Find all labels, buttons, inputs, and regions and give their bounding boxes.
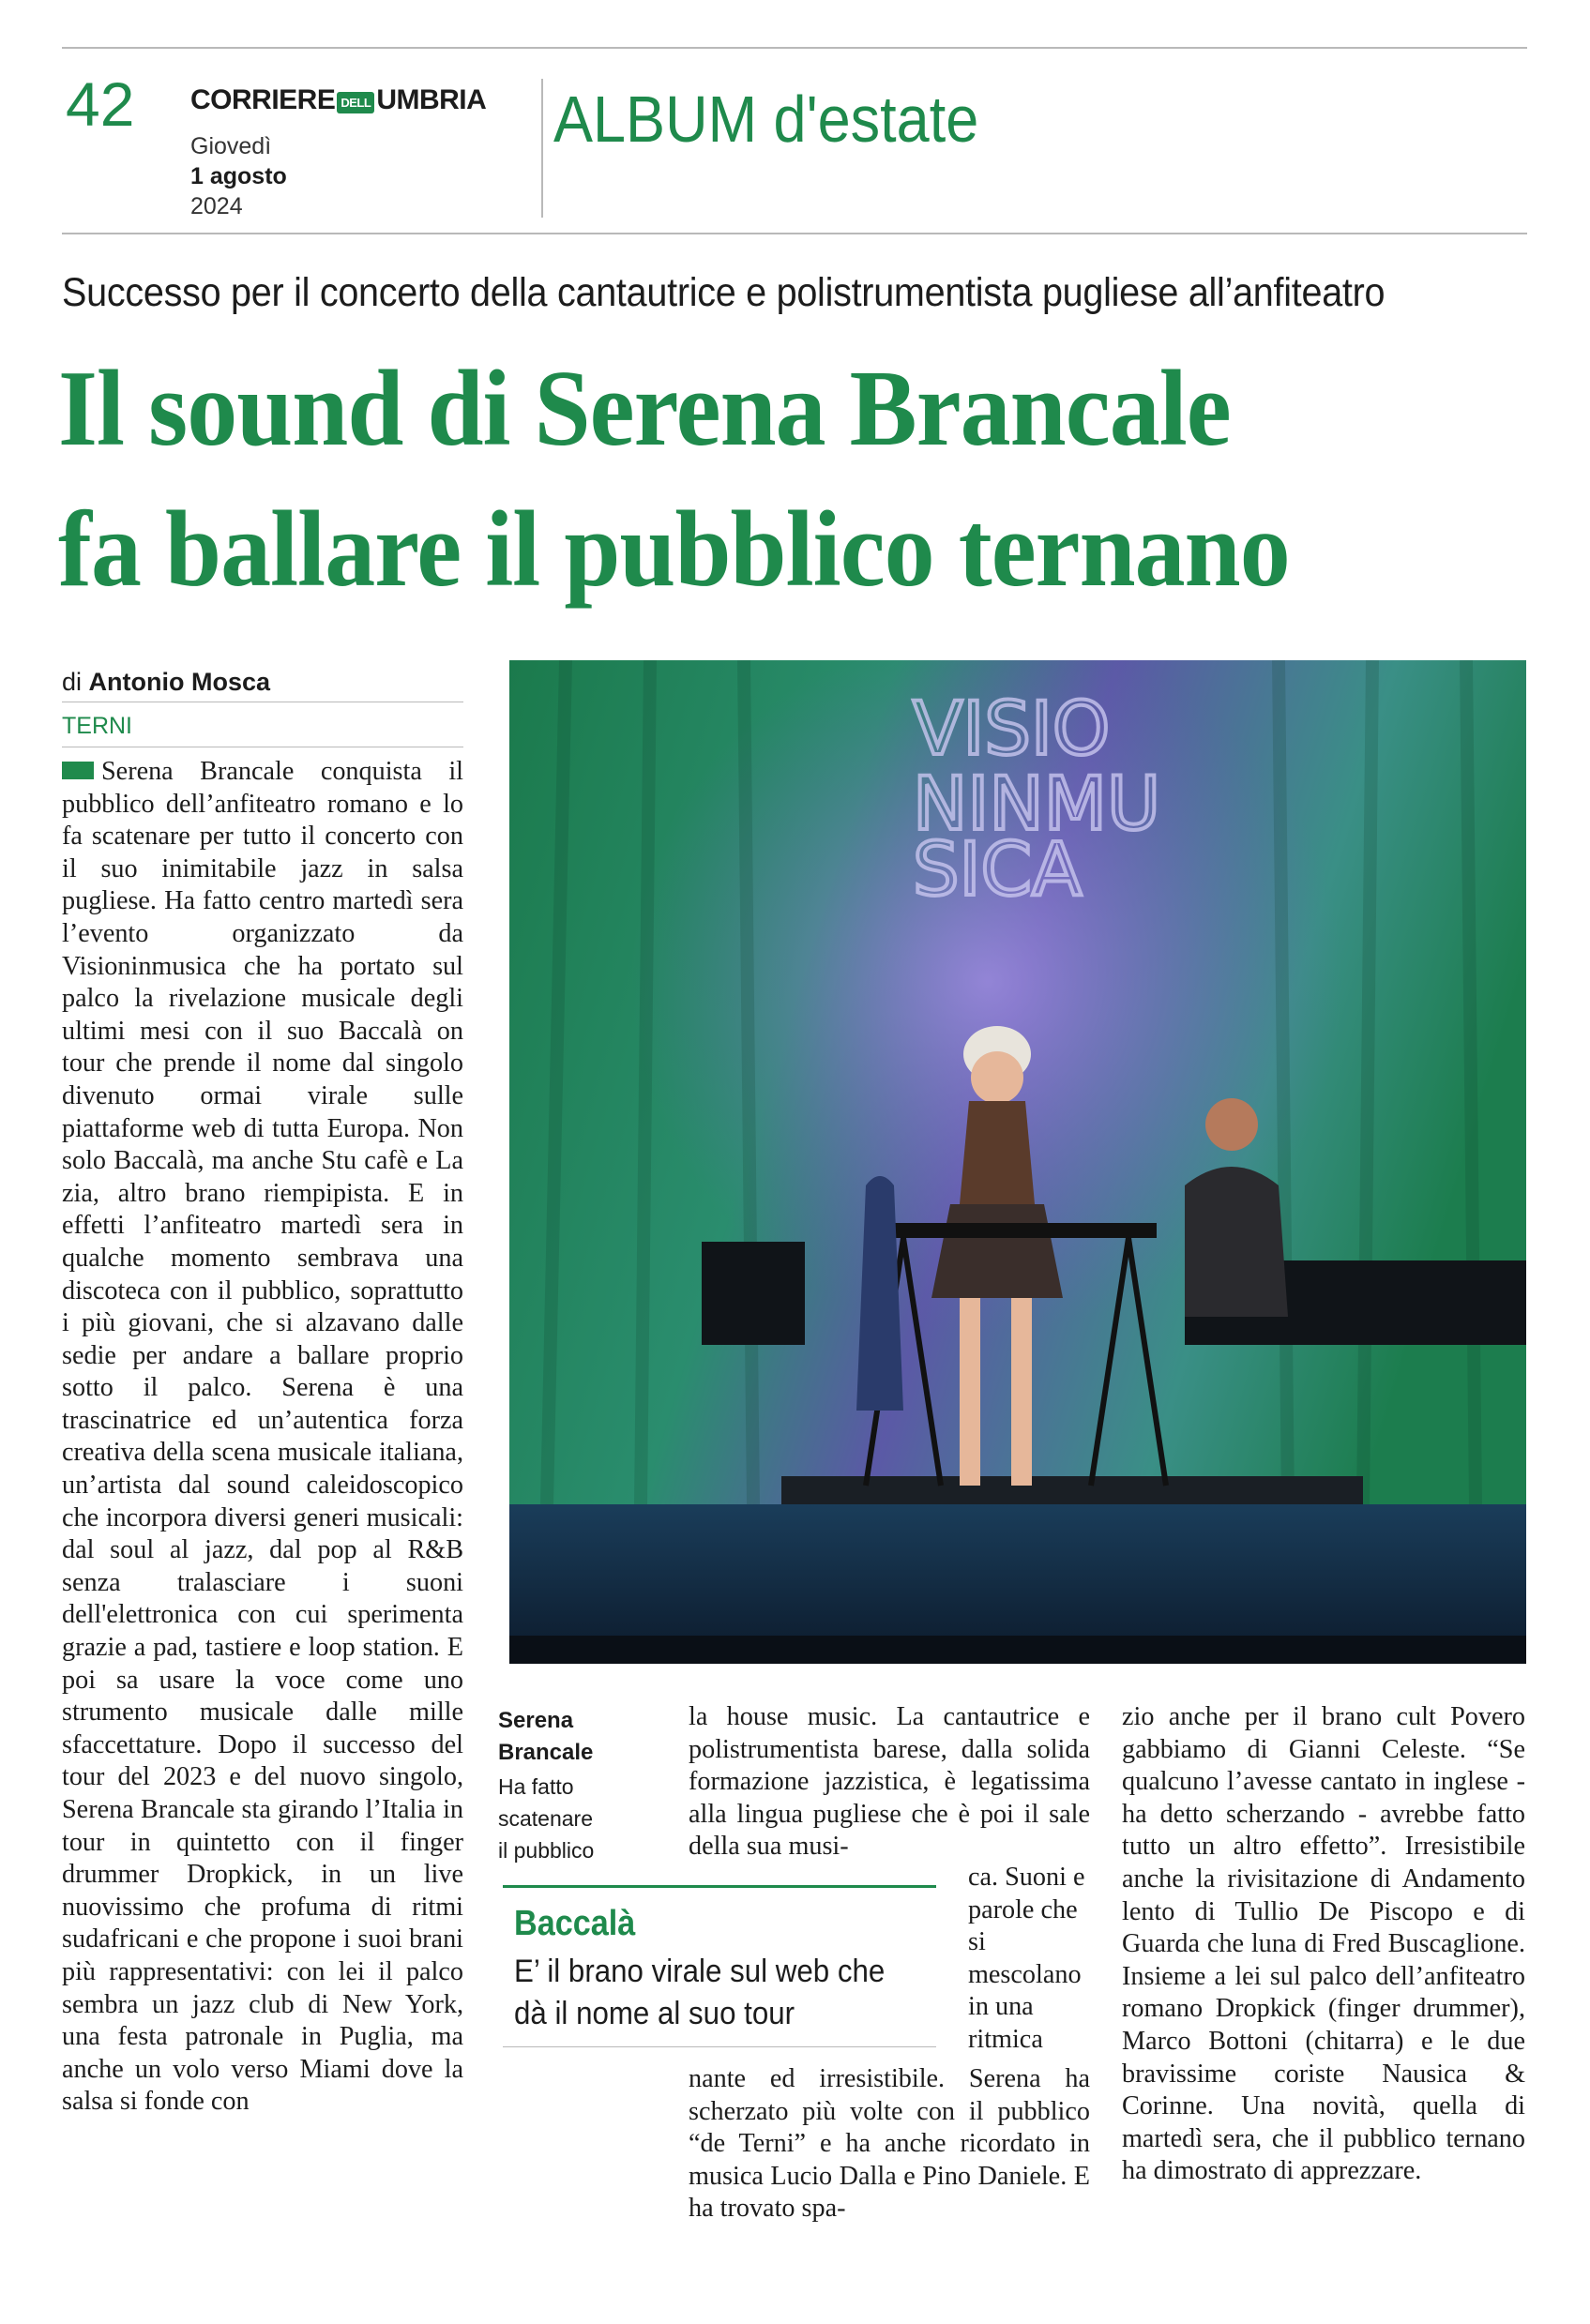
- backdrop-text-2: NINMU: [913, 762, 1161, 847]
- article-kicker: Successo per il concerto della cantautrice e polistrumentista pugliese all’anfiteatro: [62, 270, 1386, 315]
- box-title: Baccalà: [514, 1904, 636, 1943]
- dateline-place: TERNI: [62, 713, 132, 739]
- logo-badge: DELL: [337, 92, 374, 113]
- article-column-1-text: Serena Brancale conquista il pubblico dell’anfiteatro romano e lo fa scatenare per tutto il concerto con il suo inimitabile jazz in salsa pugliese. Ha fatto centro martedì sera l’evento organizzato da Visioninmusica che ha portato sul palco la rivelazione musicale degli ultimi mesi con il suo Baccalà on tour che prende il nome dal singolo divenuto ormai virale sulle piattaforme web di tutta Europa. Non solo Baccalà, ma anche Stu cafè e La zia, altro brano riempipista. E in effetti l’anfiteatro martedì sera in qualche momento sembrava una discoteca con il pubblico, soprattutto i più giovani, che si alzavano dalle sedie per andare a ballare proprio sotto il palco. Serena è una trascinatrice ed un’autentica forza creativa della scena musicale italiana, un’artista dal sound caleidoscopico che incorpora diversi generi musicali: dal soul al jazz, dal pop al R&B senza tralasciare i suoni dell'elettronica con cui sperimenta grazie a pad, tastiere e loop station. E poi sa usare la voce come uno strumento musicale dalle mille sfaccettature. Dopo il successo del tour del 2023 e del nuovo singolo, Serena Brancale sta girando l’Italia in tour in quintetto con il finger drummer Dropkick, in un live nuovissimo che profuma di ritmi sudafricani e che propone i suoi brani più rappresentativi: con lei il palco sembra un jazz club di New York, una festa patronale in Puglia, ma anche un volo verso Miami dove la salsa si fonde con: [62, 757, 463, 2117]
- article-column-2-middle: ca. Suoni e parole che si mescolano in una ritmica: [968, 1863, 1085, 2054]
- backdrop-text-1: VISIO: [913, 687, 1111, 772]
- logo-right-text: UMBRIA: [376, 84, 487, 115]
- backdrop-text-3: SICA: [913, 828, 1083, 913]
- top-rule: [62, 47, 1527, 49]
- article-column-1: [62, 756, 463, 2261]
- headline-line-1: Il sound di Serena Brancale: [58, 349, 1231, 469]
- masthead-divider: [541, 79, 543, 218]
- headline-line-2: fa ballare il pubblico ternano: [58, 490, 1290, 610]
- concert-photo: [509, 660, 1526, 1664]
- concert-photo-image: [509, 660, 1526, 1664]
- article-column-3: zio anche per il brano cult Povero gabbiamo di Gianni Celeste. “Se qualcuno l’avesse cantato in inglese - ha detto scherzando - avrebbe fatto tutto un altro effetto”. Irresistibile anche la rivisitazione di Andamento lento di Tullio De Piscopo e di Guarda che luna di Fred Buscaglione. Insieme a lei sul palco dell’anfiteatro romano Dropkick (finger drummer), Marco Bottoni (chitarra) e le due bravissime coriste Nausica & Corinne. Una novità, quella di martedì sera, che il pubblico ternano ha dimostrato di apprezzare.: [1122, 1702, 1525, 2186]
- issue-day: Giovedì: [190, 133, 272, 159]
- photo-caption-name: Serena Brancale: [498, 1708, 594, 1765]
- article-column-2-top: la house music. La cantautrice e polistrumentista barese, dalla solida formazione jazzistica, è legatissima alla lingua pugliese che è poi il sale della sua musi-: [689, 1702, 1090, 1862]
- photo-caption-text: Ha fatto scatenare il pubblico: [498, 1774, 595, 1863]
- box-bottom-rule: [503, 2046, 936, 2047]
- newspaper-logo: [190, 84, 486, 116]
- box-text: E’ il brano virale sul web che dà il nome al suo tour: [514, 1954, 886, 2031]
- issue-year: 2024: [190, 193, 243, 219]
- byline: [62, 668, 270, 697]
- box-top-rule: [503, 1885, 936, 1888]
- page-number: 42: [66, 69, 135, 139]
- byline-prefix: di: [62, 668, 83, 696]
- author-name: Antonio Mosca: [88, 668, 271, 696]
- lead-marker-icon: [62, 762, 94, 779]
- logo-left-text: CORRIERE: [190, 84, 336, 115]
- article-column-2-bottom: nante ed irresistibile. Serena ha scherzato più volte con il pubblico “de Terni” e ha anche ricordato in musica Lucio Dalla e Pino Daniele. E ha trovato spa-: [689, 2064, 1090, 2224]
- masthead-bottom-rule: [62, 233, 1527, 234]
- issue-date: 1 agosto: [190, 163, 287, 189]
- section-title: ALBUM d'estate: [553, 83, 979, 156]
